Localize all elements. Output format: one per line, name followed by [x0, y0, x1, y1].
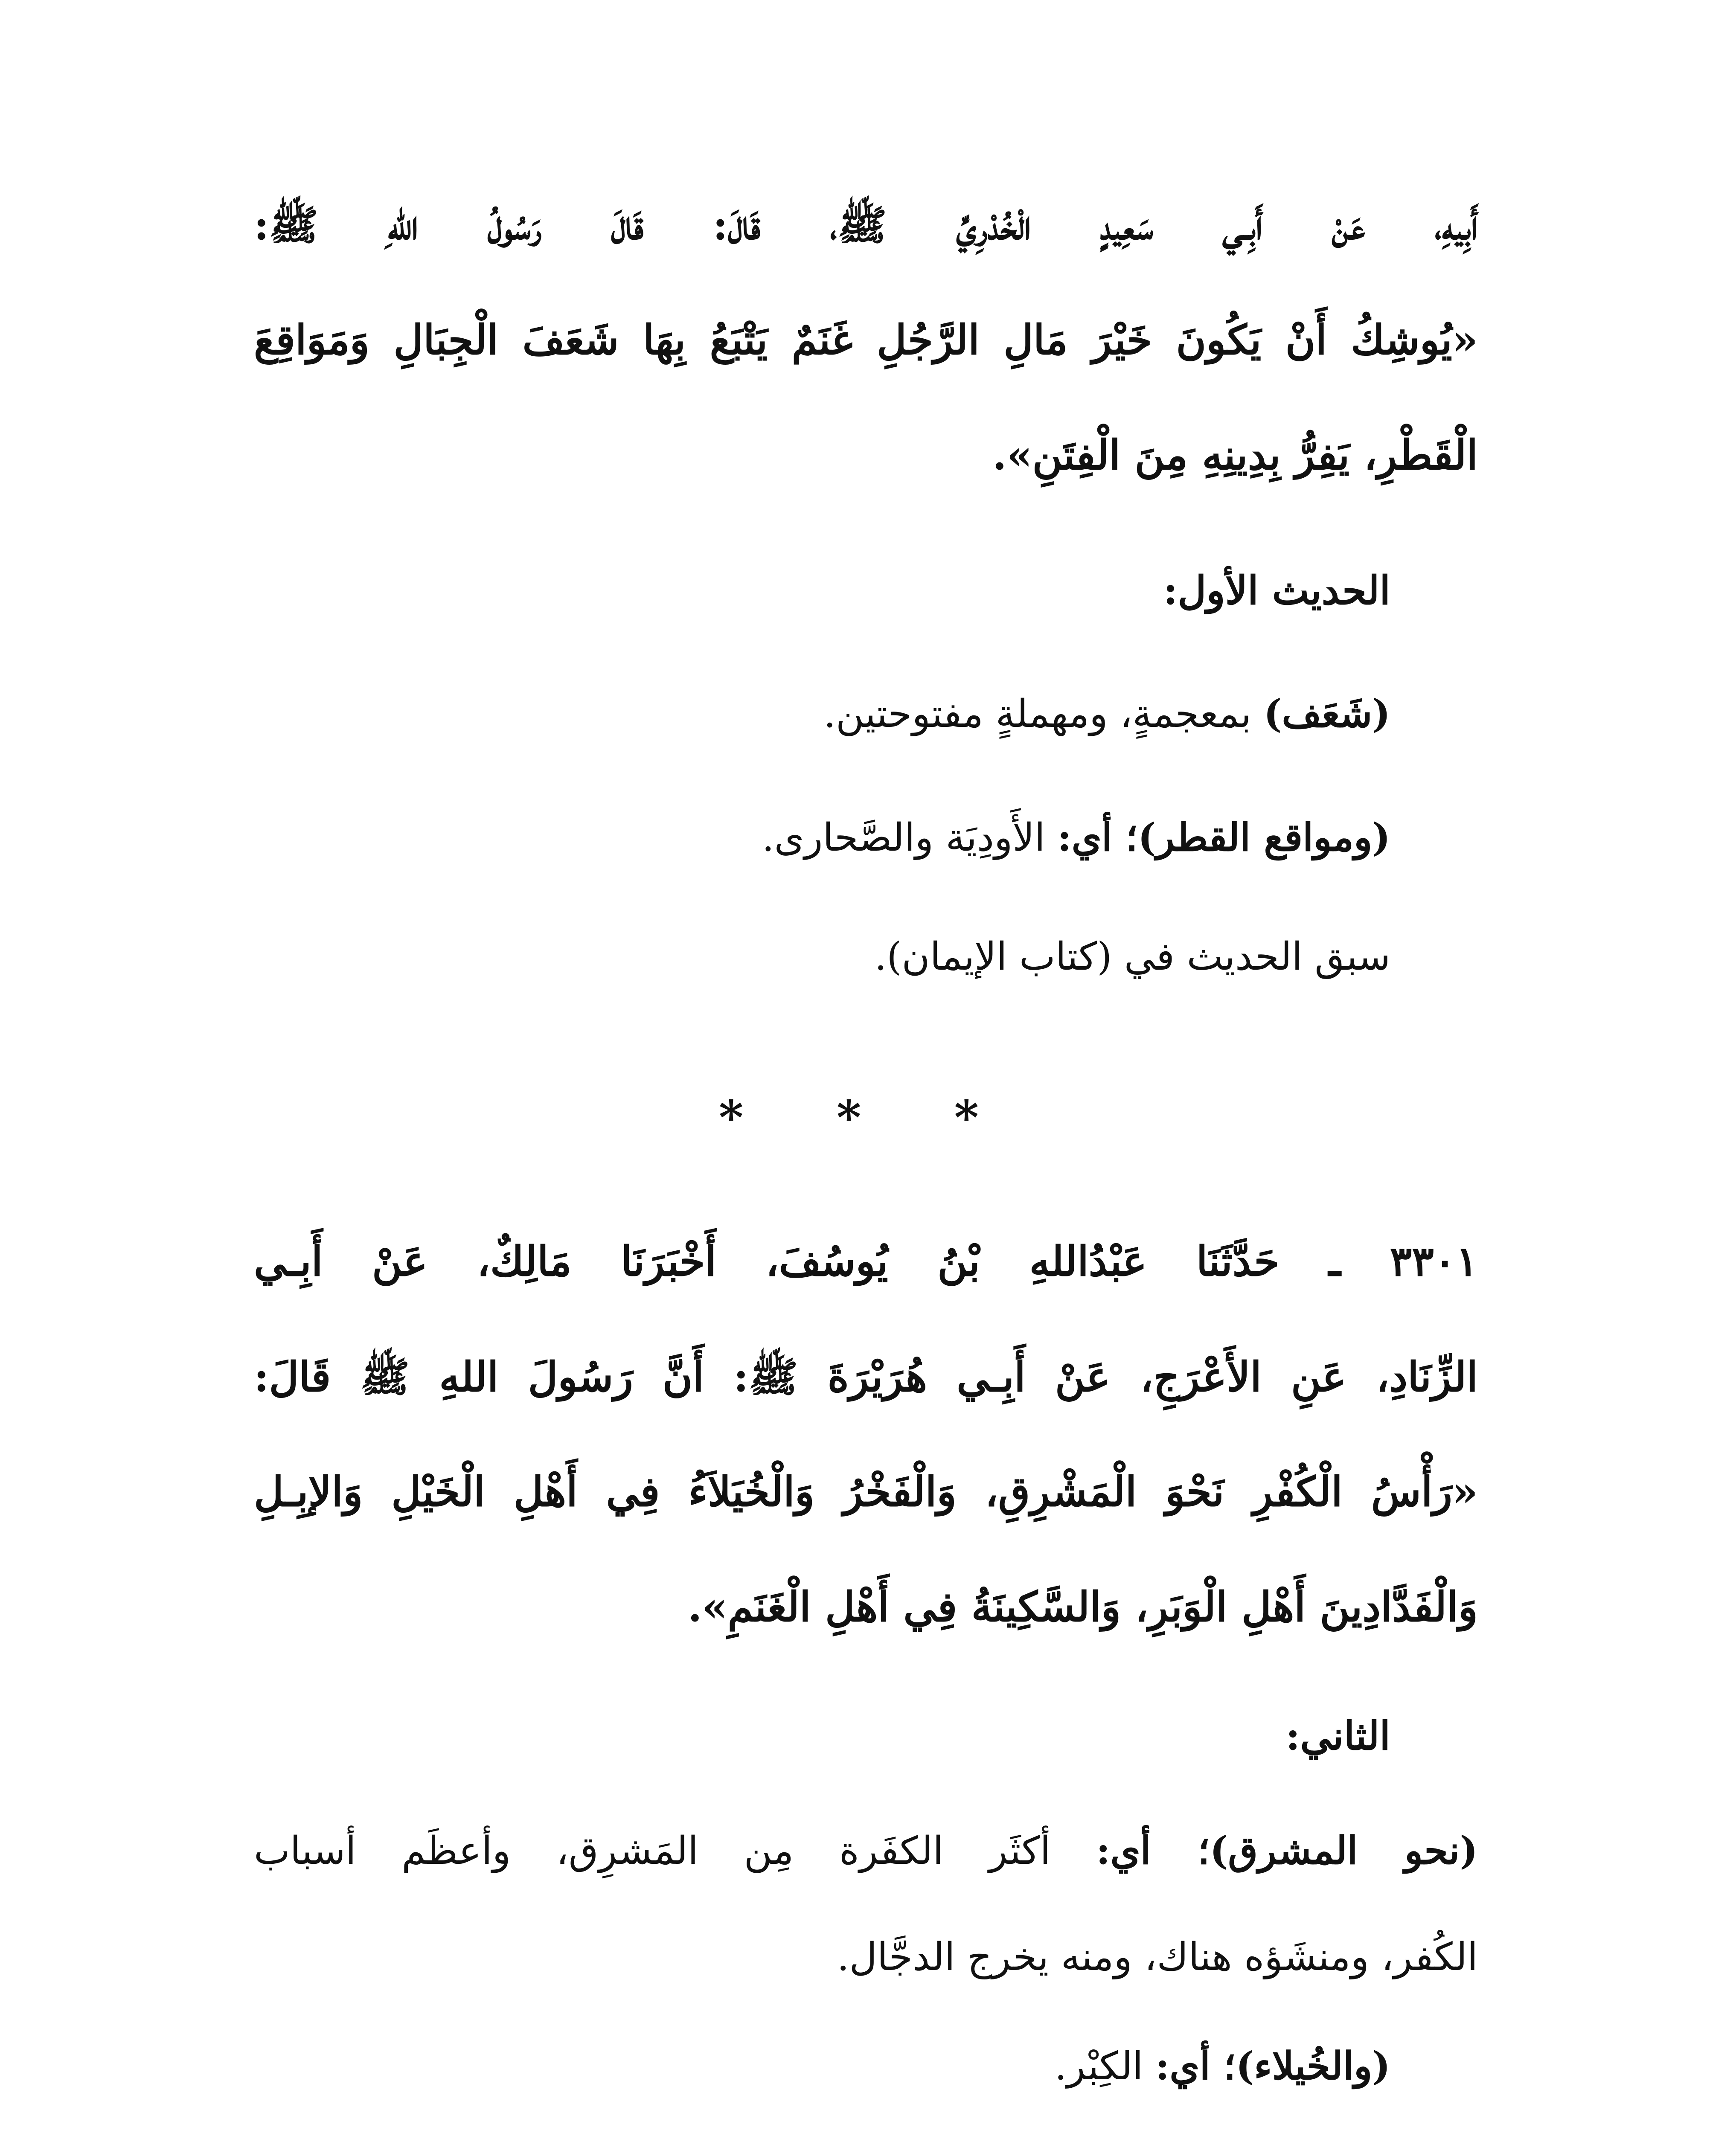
hadith-line: وَالْفَدَّادِينَ أَهْلِ الْوَبَرِ، وَالسَّكِينَةُ فِي أَهْلِ الْغَنَمِ».	[688, 1583, 1478, 1631]
commentary-note-continuation: الكُفر، ومنشَؤه هناك، ومنه يخرج الدجَّال.	[837, 1935, 1478, 1979]
hadith-line: «يُوشِكُ أَنْ يَكُونَ خَيْرَ مَالِ الرَّجُلِ غَنَمٌ يَتْبَعُ بِهَا شَعَفَ الْجِبَالِ وَمَوَاقِعَ	[254, 316, 1478, 364]
commentary-text: الكِبْر.	[1054, 2044, 1156, 2089]
hadith-line: «رَأْسُ الْكُفْرِ نَحْوَ الْمَشْرِقِ، وَالْفَخْرُ وَالْخُيَلاَءُ فِي أَهْلِ الْخَيْلِ وَالإبِـلِ	[254, 1468, 1478, 1516]
commentary-text: أكثَر الكفَرة مِن المَشرِق، وأعظَم أسباب	[254, 1828, 1096, 1873]
hadith-line: ٣٣٠١ ـ حَدَّثَنَا عَبْدُاللهِ بْنُ يُوسُفَ، أَخْبَرَنَا مَالِكٌ، عَنْ أَبِـي	[254, 1237, 1478, 1285]
commentary-note	[254, 1828, 1478, 1873]
commentary-note	[762, 815, 1390, 860]
commentary-term: (شَعَف)	[1263, 691, 1390, 736]
commentary-term: (نحو المشرق)؛ أي:	[1096, 1828, 1478, 1873]
commentary-note	[1055, 2043, 1390, 2089]
commentary-heading: الحديث الأول:	[1163, 567, 1390, 613]
commentary-term: (والخُيلاء)؛ أي:	[1155, 2043, 1390, 2089]
commentary-text: سبق الحديث في (كتاب الإيمان).	[874, 934, 1390, 979]
commentary-note	[875, 934, 1390, 979]
commentary-term: (ومواقع القطر)؛ أي:	[1057, 815, 1390, 860]
commentary-text: الأَودِيَة والصَّحارى.	[762, 815, 1058, 860]
hadith-line: الزِّنَادِ، عَنِ الأَعْرَجِ، عَنْ أَبِـي هُرَيْرَةَ ﷺ: أَنَّ رَسُولَ اللهِ ﷺ قَالَ:	[254, 1353, 1478, 1401]
hadith-line: الْقَطْرِ، يَفِرُّ بِدِينِهِ مِنَ الْفِتَنِ».	[992, 431, 1478, 479]
commentary-heading: الثاني:	[1285, 1713, 1390, 1759]
hadith-line: أَبِيهِ، عَنْ أَبِـي سَعِيدٍ الْخُدْرِيِّ ﷺ، قَالَ: قَالَ رَسُولُ اللهِ ﷺ:	[254, 201, 1478, 249]
commentary-note	[823, 691, 1390, 736]
section-separator: * * *	[718, 1090, 1018, 1145]
commentary-text: بمعجمةٍ، ومهملةٍ مفتوحتين.	[823, 692, 1264, 736]
